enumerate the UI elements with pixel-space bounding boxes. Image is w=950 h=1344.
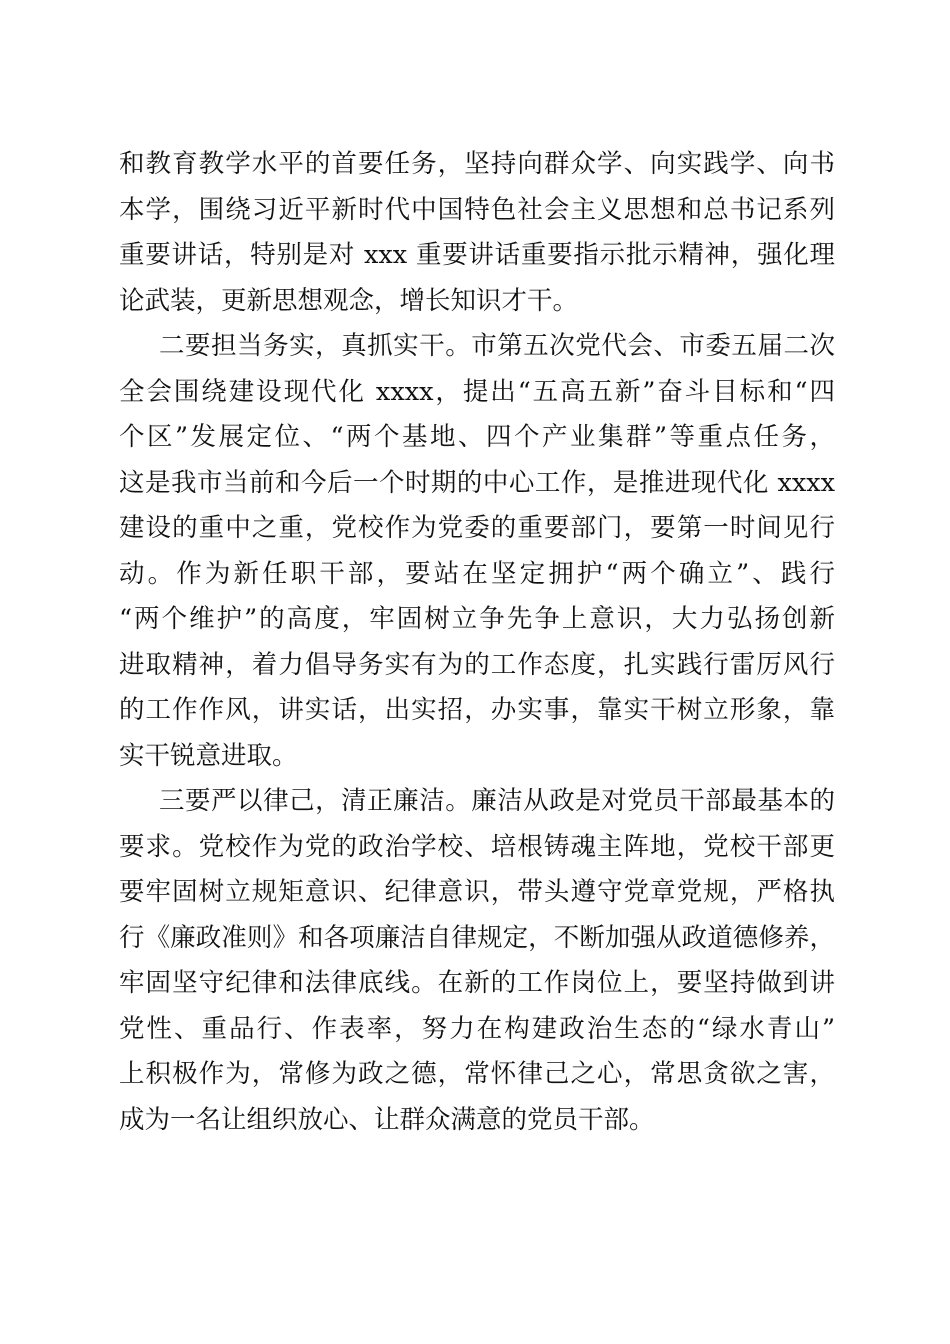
text-line: 行《廉政准则》和各项廉洁自律规定，不断加强从政道德修养， [119, 922, 835, 953]
text-line: 全会围绕建设现代化 xxxx，提出“五高五新”奋斗目标和“四 [119, 376, 835, 407]
text-line: 动。作为新任职干部，要站在坚定拥护“两个确立”、践行 [119, 558, 835, 589]
text-line: 本学，围绕习近平新时代中国特色社会主义思想和总书记系列 [119, 194, 835, 225]
text-line: 上积极作为，常修为政之德，常怀律己之心，常思贪欲之害， [119, 1059, 835, 1089]
text-line: 牢固坚守纪律和法律底线。在新的工作岗位上，要坚持做到讲 [119, 968, 835, 998]
paragraph-start-line: 三要严以律己，清正廉洁。廉洁从政是对党员干部最基本的 [159, 786, 835, 816]
text-line: 个区”发展定位、“两个基地、四个产业集群”等重点任务， [119, 422, 835, 452]
text-line: 成为一名让组织放心、让群众满意的党员干部。 [119, 1104, 655, 1135]
text-line: 重要讲话，特别是对 xxx 重要讲话重要指示批示精神，强化理 [119, 240, 835, 270]
text-line: 党性、重品行、作表率，努力在构建政治生态的“绿水青山” [119, 1013, 835, 1044]
text-line: 的工作作风，讲实话，出实招，办实事，靠实干树立形象，靠 [119, 695, 835, 725]
text-line: 这是我市当前和今后一个时期的中心工作，是推进现代化 xxxx [119, 467, 835, 498]
paragraph-start-line: 二要担当务实，真抓实干。市第五次党代会、市委五届二次 [159, 331, 835, 361]
text-line: 论武装，更新思想观念，增长知识才干。 [119, 285, 579, 316]
text-line: 和教育教学水平的首要任务，坚持向群众学、向实践学、向书 [119, 149, 835, 179]
text-line: 要求。党校作为党的政治学校、培根铸魂主阵地，党校干部更 [119, 831, 835, 862]
body-text [119, 142, 835, 1143]
text-line: 进取精神，着力倡导务实有为的工作态度，扎实践行雷厉风行 [119, 649, 835, 680]
text-line: 实干锐意进取。 [119, 740, 298, 771]
text-line: 建设的重中之重，党校作为党委的重要部门，要第一时间见行 [119, 513, 835, 543]
text-line: “两个维护”的高度，牢固树立争先争上意识，大力弘扬创新 [119, 604, 835, 634]
text-line: 要牢固树立规矩意识、纪律意识，带头遵守党章党规，严格执 [119, 877, 835, 907]
